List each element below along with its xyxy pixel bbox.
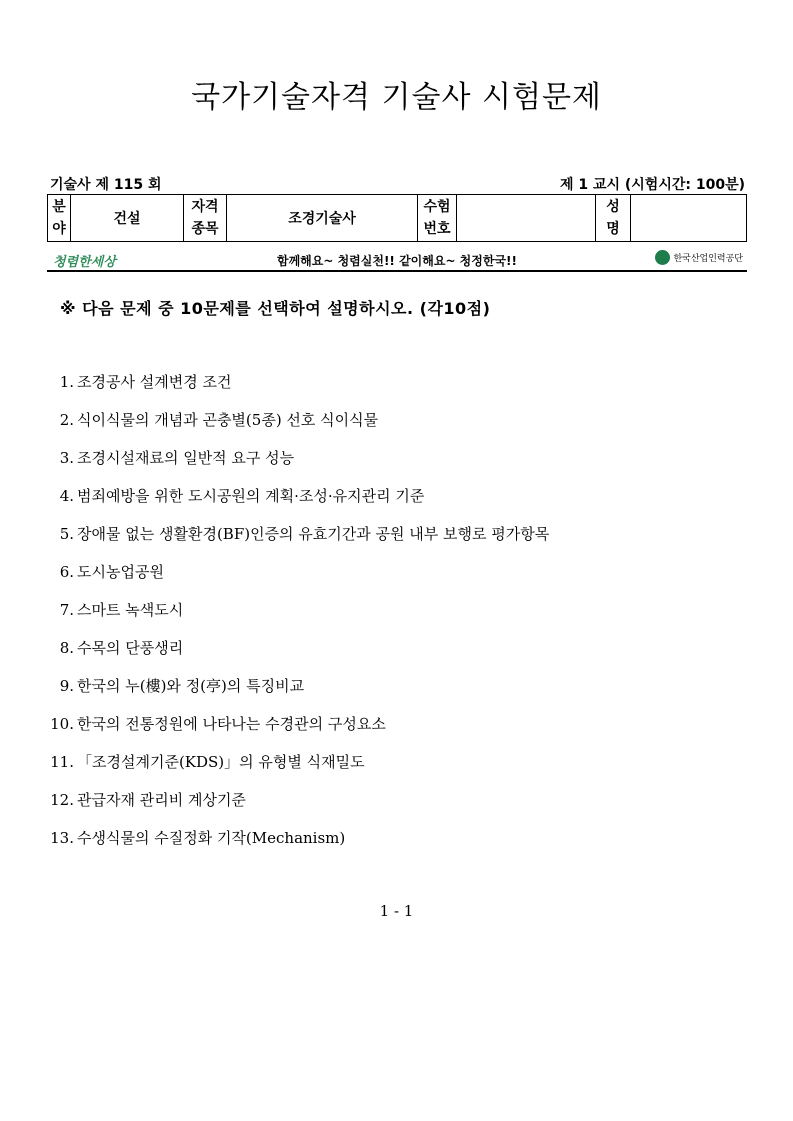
instruction-text: ※ 다음 문제 중 10문제를 선택하여 설명하시오. (각10점): [60, 299, 491, 318]
question-text: 한국의 누(樓)와 정(亭)의 특징비교: [77, 677, 305, 695]
question-number: 4.: [59, 487, 74, 505]
question-text: 「조경설계기준(KDS)」의 유형별 식재밀도: [77, 753, 365, 771]
question-text: 범죄예방을 위한 도시공원의 계획·조성·유지관리 기준: [77, 487, 425, 505]
hrdk-emblem-icon: [655, 250, 670, 265]
question-number: 6.: [59, 563, 74, 581]
page-number: 1 - 1: [379, 902, 414, 920]
name-label-cell: [596, 195, 631, 242]
question-list: [44, 372, 764, 866]
exam-header-line: [48, 174, 747, 194]
question-number: 2.: [59, 411, 74, 429]
question-item: [44, 600, 764, 638]
exam-number-label-cell: [418, 195, 457, 242]
qualification-label-line-1: 자격: [191, 199, 219, 215]
exam-number-field[interactable]: [457, 195, 596, 242]
question-text: 스마트 녹색도시: [77, 601, 184, 619]
question-item: [44, 448, 764, 486]
question-number: 8.: [59, 639, 74, 657]
qualification-label-cell: [184, 195, 227, 242]
field-label-cell: [48, 195, 71, 242]
exam-info-table: [47, 194, 747, 242]
question-item: [44, 372, 764, 410]
slogan-banner: [47, 248, 747, 272]
field-value: 건설: [71, 195, 184, 242]
question-item: [44, 828, 764, 866]
field-label-line-1: 분: [52, 199, 66, 215]
question-text: 관급자재 관리비 계상기준: [77, 791, 246, 809]
question-number: 7.: [59, 601, 74, 619]
question-item: [44, 562, 764, 600]
hrdk-logo: [655, 250, 743, 265]
question-item: [44, 676, 764, 714]
question-number: 9.: [59, 677, 74, 695]
question-item: [44, 524, 764, 562]
exam-number-label-line-1: 수험: [423, 199, 451, 215]
question-text: 식이식물의 개념과 곤충별(5종) 선호 식이식물: [77, 411, 379, 429]
question-number: 10.: [50, 715, 74, 733]
question-item: [44, 790, 764, 828]
name-label-line-1: 성: [606, 199, 620, 215]
question-text: 조경시설재료의 일반적 요구 성능: [77, 449, 295, 467]
question-text: 도시농업공원: [77, 563, 164, 581]
question-text: 장애물 없는 생활환경(BF)인증의 유효기간과 공원 내부 보행로 평가항목: [77, 525, 550, 543]
exam-number-label-line-2: 번호: [423, 221, 451, 237]
page-title: 국가기술자격 기술사 시험문제: [191, 80, 602, 115]
qualification-value: 조경기술사: [227, 195, 418, 242]
qualification-label-line-2: 종목: [191, 221, 219, 237]
exam-round: 기술사 제 115 회: [50, 177, 162, 193]
question-item: [44, 714, 764, 752]
question-number: 12.: [50, 791, 74, 809]
question-text: 조경공사 설계변경 조건: [77, 373, 232, 391]
hrdk-logo-text: 한국산업인력공단: [673, 254, 743, 264]
question-item: [44, 486, 764, 524]
slogan-text: 함께해요~ 청렴실천!! 같이해요~ 청정한국!!: [276, 254, 517, 268]
name-field[interactable]: [631, 195, 747, 242]
exam-session: 제 1 교시 (시험시간: 100분): [559, 177, 745, 193]
integrity-logo: 청렴한세상: [53, 255, 116, 270]
question-number: 11.: [50, 753, 74, 771]
field-label-line-2: 야: [52, 221, 66, 237]
question-text: 수생식물의 수질정화 기작(Mechanism): [77, 829, 346, 847]
question-item: [44, 752, 764, 790]
name-label-line-2: 명: [606, 221, 620, 237]
question-text: 수목의 단풍생리: [77, 639, 184, 657]
question-item: [44, 638, 764, 676]
question-number: 1.: [59, 373, 74, 391]
question-item: [44, 410, 764, 448]
question-number: 3.: [59, 449, 74, 467]
question-number: 5.: [59, 525, 74, 543]
question-text: 한국의 전통정원에 나타나는 수경관의 구성요소: [77, 715, 386, 733]
question-number: 13.: [50, 829, 74, 847]
